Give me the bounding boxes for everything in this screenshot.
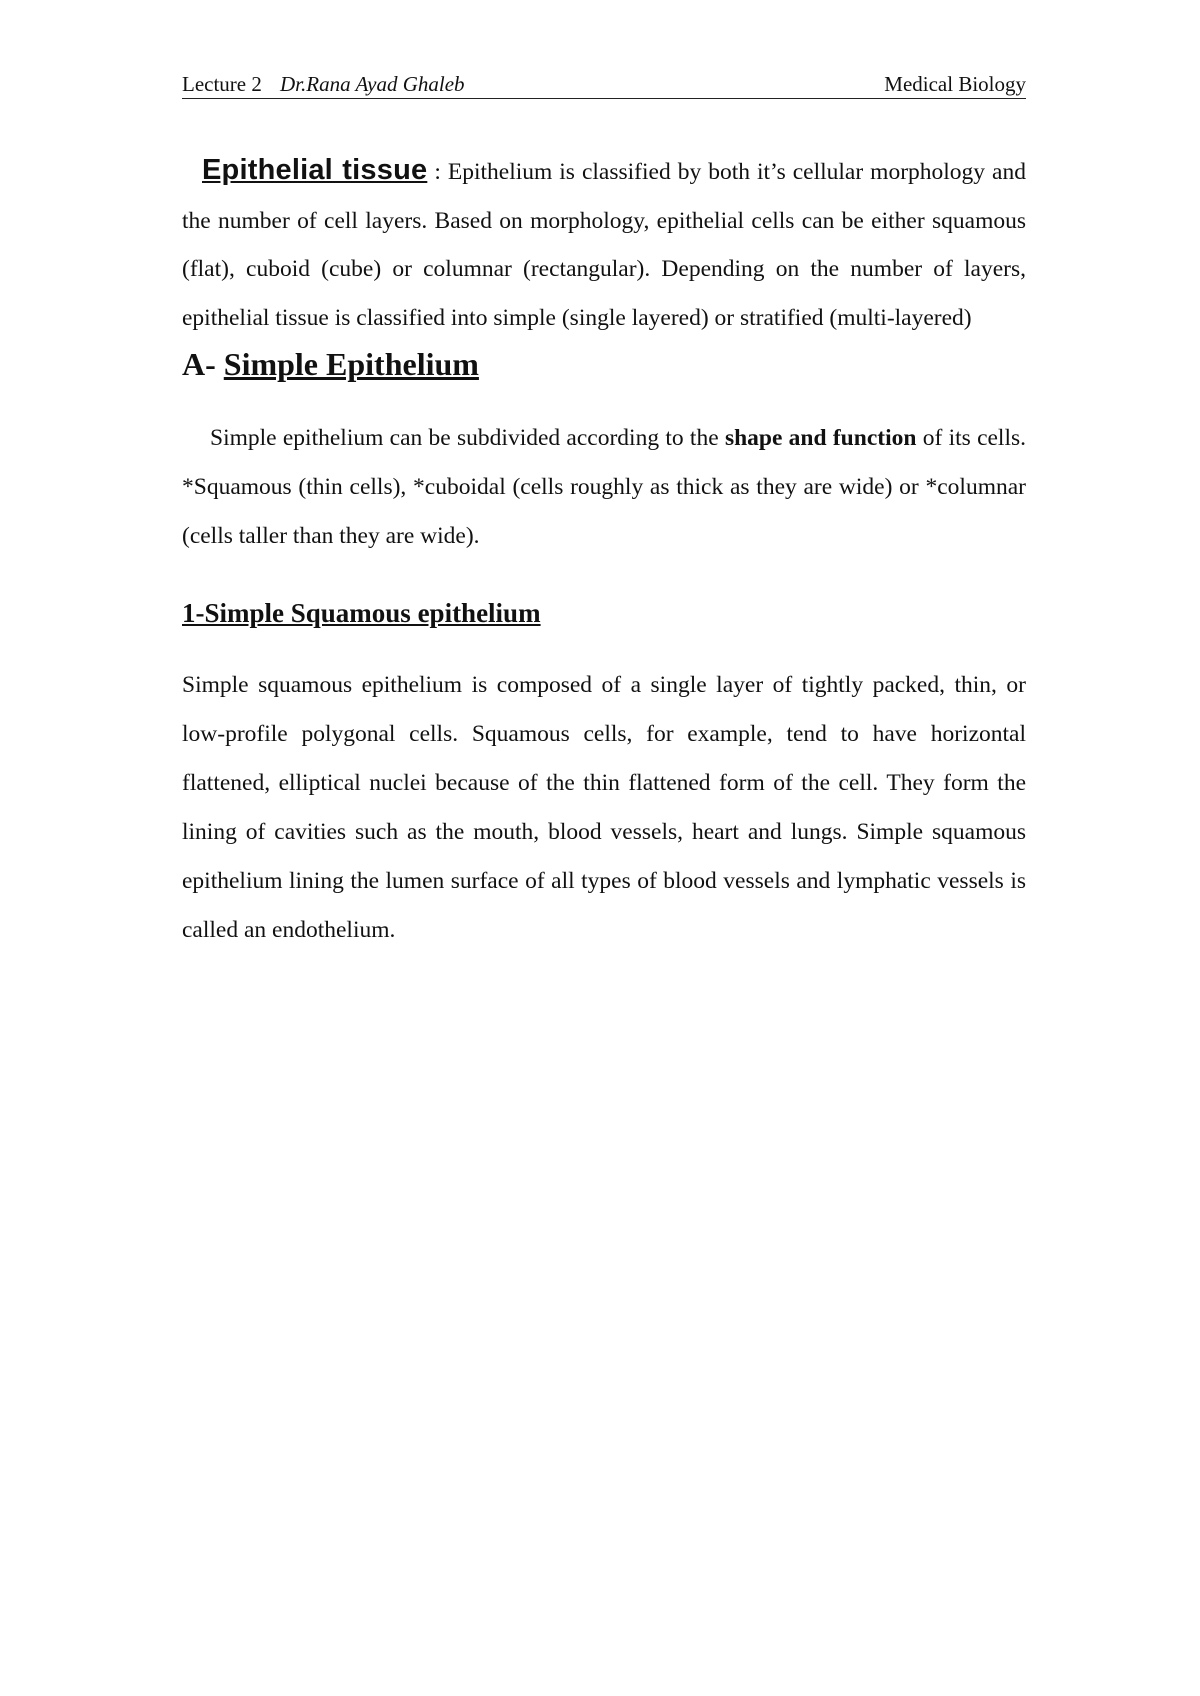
document-body bbox=[182, 146, 1026, 955]
section-a-prefix: A- bbox=[182, 346, 224, 382]
intro-title: Epithelial tissue bbox=[202, 154, 428, 186]
section-a-bold-text: shape and function bbox=[724, 425, 917, 451]
section-a-heading bbox=[182, 342, 1026, 386]
page-header bbox=[182, 72, 1026, 99]
header-lecture: Lecture 2 bbox=[182, 72, 262, 96]
section-a-text-before: Simple epithelium can be subdivided according to the bbox=[210, 425, 725, 451]
subsection-1-heading: 1-Simple Squamous epithelium bbox=[182, 598, 541, 628]
header-author: Dr.Rana Ayad Ghaleb bbox=[280, 72, 465, 96]
intro-paragraph bbox=[182, 146, 1026, 342]
intro-text: : Epithelium is classified by both it’s cellular morphology and the number of cell layers. Based on morphology, epithelial cells can be either squamous (flat), cuboid (cube) or columnar (rectangular). Depending on the number of layers, epithelial tissue is classified into simple (single layered) or stratified (multi-layered) bbox=[182, 159, 1026, 331]
subsection-1-paragraph: Simple squamous epithelium is composed of a single layer of tightly packed, thin, or low-profile polygonal cells. Squamous cells, for example, tend to have horizontal flattened, elliptical nuclei because of the thin flattened form of the cell. They form the lining of cavities such as the mouth, blood vessels, heart and lungs. Simple squamous epithelium lining the lumen surface of all types of blood vessels and lymphatic vessels is called an endothelium. bbox=[182, 672, 1026, 943]
section-a-text-after: of its cells. *Squamous (thin cells), *cuboidal (cells roughly as thick as they are wide) or *columnar (cells taller than they are wide). bbox=[182, 425, 1027, 549]
header-course: Medical Biology bbox=[884, 72, 1026, 96]
section-a-paragraph bbox=[182, 414, 1026, 561]
section-a-title: Simple Epithelium bbox=[223, 346, 479, 382]
